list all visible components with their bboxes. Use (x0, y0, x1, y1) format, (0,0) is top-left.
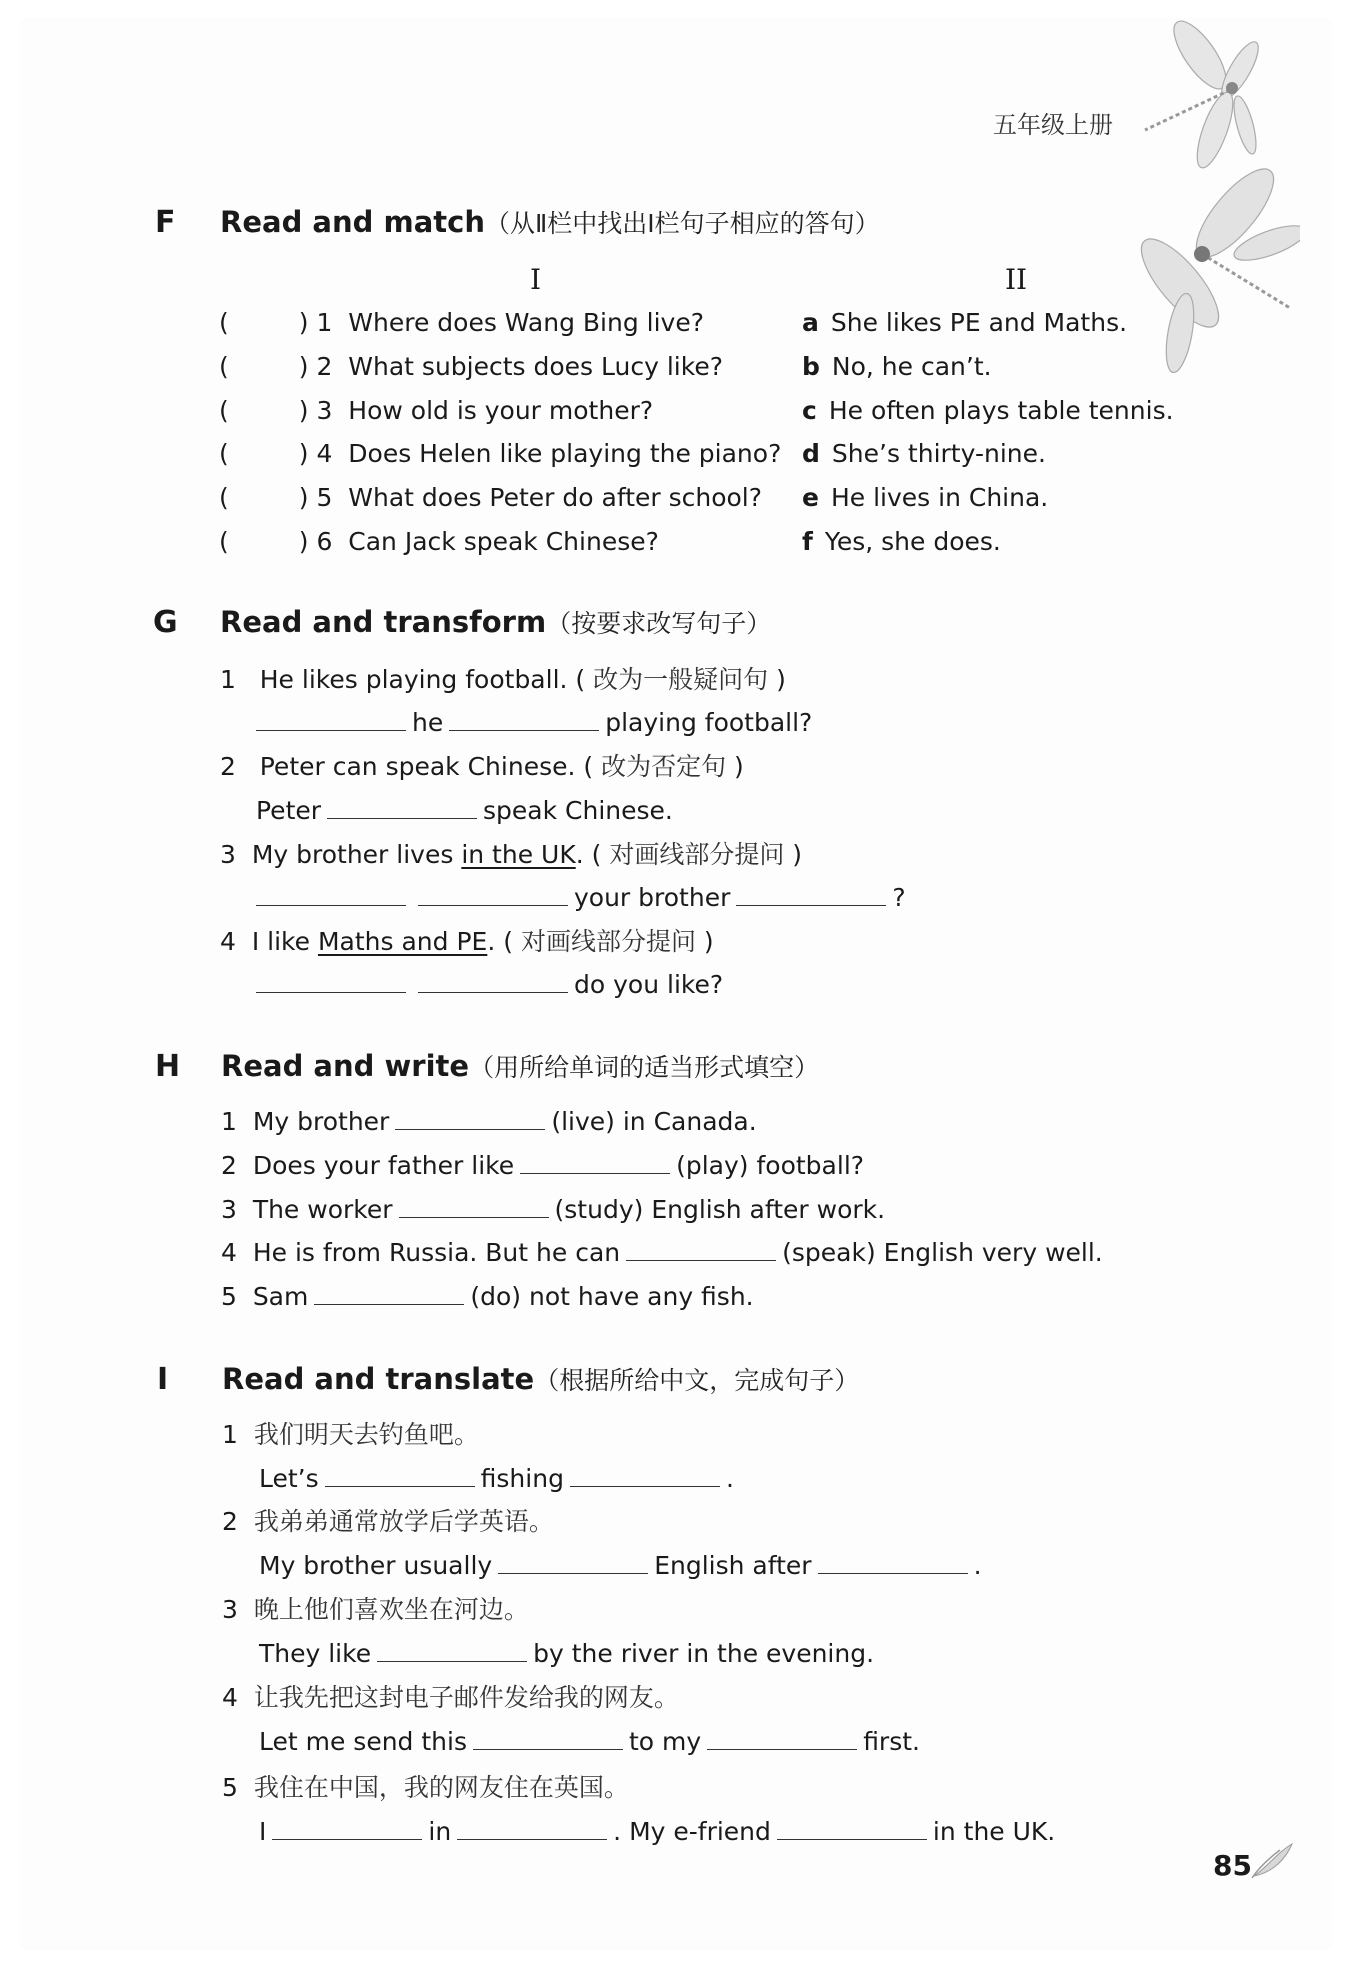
match-question-5 (219, 481, 762, 515)
item-number: 5 (221, 1282, 237, 1311)
answer-blank[interactable] (272, 1817, 422, 1840)
answer-text: fishing (480, 1464, 564, 1493)
answer-text: She likes PE and Maths. (830, 308, 1128, 337)
section-i-subtitle: （根据所给中文，完成句子） (534, 1366, 860, 1395)
answer-text: . (973, 1551, 982, 1580)
i-item-1-en (259, 1462, 734, 1496)
match-answer-e (802, 481, 1048, 515)
i-item-4-zh (222, 1681, 679, 1715)
answer-text: . My e-friend (613, 1817, 771, 1846)
column-ii-header: II (1005, 263, 1028, 296)
section-i-title-text: Read and translate (222, 1362, 535, 1396)
h-item-4 (221, 1236, 1103, 1270)
chinese-sentence: 我弟弟通常放学后学英语。 (253, 1507, 554, 1536)
i-item-4-en (259, 1725, 920, 1759)
answer-paren-blank[interactable]: ( (219, 483, 229, 512)
answer-text: He often plays table tennis. (828, 396, 1174, 425)
answer-blank[interactable] (256, 708, 406, 731)
underlined-text: Maths and PE (317, 927, 488, 956)
answer-text: Yes, she does. (824, 527, 1001, 556)
i-item-2-zh (222, 1505, 554, 1539)
answer-text: Peter (256, 796, 322, 825)
answer-blank[interactable] (777, 1817, 927, 1840)
item-number: ) 1 (298, 308, 333, 337)
answer-key: b (802, 352, 820, 381)
i-item-1-zh (222, 1418, 479, 1452)
paren-close: ) (703, 927, 714, 956)
question-text: Peter can speak Chinese. ( (259, 752, 594, 781)
sentence-start: He is from Russia. But he can (252, 1238, 621, 1267)
g-item-3-question (220, 838, 802, 872)
section-f-subtitle: （从Ⅱ栏中找出Ⅰ栏句子相应的答句） (484, 209, 880, 238)
item-number: 4 (221, 1238, 237, 1267)
paren-close: ) (734, 752, 744, 781)
answer-blank[interactable] (325, 1464, 475, 1487)
g-item-1-question (220, 663, 786, 697)
answer-text: They like (259, 1639, 372, 1668)
item-number: 4 (220, 927, 236, 956)
item-number: ) 3 (298, 396, 333, 425)
answer-blank[interactable] (449, 708, 599, 731)
g-item-4-answer (250, 968, 723, 1002)
answer-blank[interactable] (498, 1551, 648, 1574)
chinese-sentence: 我住在中国，我的网友住在英国。 (253, 1773, 629, 1802)
sentence-start: Sam (252, 1282, 309, 1311)
sentence-end: (live) in Canada. (551, 1107, 757, 1136)
item-number: 2 (222, 1507, 238, 1536)
sentence-start: Does your father like (252, 1151, 515, 1180)
section-g-title (220, 604, 771, 640)
answer-text: He lives in China. (830, 483, 1049, 512)
answer-blank[interactable] (818, 1551, 968, 1574)
answer-paren-blank[interactable]: ( (219, 439, 229, 468)
h-item-1 (221, 1105, 757, 1139)
answer-blank[interactable] (570, 1464, 720, 1487)
match-answer-f (802, 525, 1001, 559)
item-number: 1 (221, 1107, 237, 1136)
item-number: 5 (222, 1773, 238, 1802)
i-item-3-en (259, 1637, 874, 1671)
answer-text: your brother (574, 883, 731, 912)
section-f-title (220, 204, 880, 240)
i-item-5-en (259, 1815, 1055, 1849)
match-answer-d (802, 437, 1046, 471)
item-number: ) 4 (298, 439, 333, 468)
match-question-1 (219, 306, 704, 340)
h-item-5 (221, 1280, 754, 1314)
section-g-title-text: Read and transform (220, 605, 547, 639)
section-h-subtitle: （用所给单词的适当形式填空） (469, 1053, 820, 1082)
answer-text: I (259, 1817, 267, 1846)
answer-blank[interactable] (736, 883, 886, 906)
grade-label: 五年级上册 (993, 111, 1113, 139)
underlined-text: in the UK (461, 840, 576, 869)
instruction-zh: 改为否定句 (601, 752, 727, 781)
h-item-2 (221, 1149, 864, 1183)
item-number: ) 5 (298, 483, 333, 512)
h-item-3 (221, 1193, 885, 1227)
dragonfly-top-icon (1120, 20, 1270, 170)
instruction-zh: 对画线部分提问 (609, 840, 785, 869)
answer-text: She’s thirty-nine. (831, 439, 1046, 468)
item-number: 1 (222, 1420, 238, 1449)
answer-text: he (412, 708, 444, 737)
answer-text: to my (628, 1727, 702, 1756)
instruction-zh: 对画线部分提问 (520, 927, 696, 956)
chinese-sentence: 让我先把这封电子邮件发给我的网友。 (253, 1683, 679, 1712)
sentence-end: (study) English after work. (554, 1195, 886, 1224)
sentence-start: The worker (252, 1195, 393, 1224)
answer-key: c (802, 396, 817, 425)
dragonfly-middle-icon (1140, 158, 1300, 378)
answer-blank[interactable] (707, 1727, 857, 1750)
answer-key: a (802, 308, 819, 337)
answer-blank[interactable] (626, 1238, 776, 1261)
answer-text: No, he can’t. (831, 352, 992, 381)
section-f-title-text: Read and match (220, 205, 485, 239)
question-text: I like (251, 927, 318, 956)
question-text: My brother lives (251, 840, 462, 869)
g-item-2-question (220, 750, 744, 784)
item-number: 3 (222, 1595, 238, 1624)
paren-close: ) (776, 665, 786, 694)
answer-blank[interactable] (399, 1195, 549, 1218)
item-number: 2 (221, 1151, 237, 1180)
item-number: 2 (220, 752, 236, 781)
answer-paren-blank[interactable]: ( (219, 352, 229, 381)
match-answer-a (802, 306, 1127, 340)
answer-paren-blank[interactable]: ( (219, 396, 229, 425)
paren-close: ) (792, 840, 803, 869)
paren-open: . ( (487, 927, 513, 956)
answer-key: f (802, 527, 813, 556)
question-text: What does Peter do after school? (348, 483, 763, 512)
answer-paren-blank[interactable]: ( (219, 308, 229, 337)
section-g-subtitle: （按要求改写句子） (546, 609, 772, 638)
section-i-letter: I (157, 1362, 169, 1397)
question-text: Can Jack speak Chinese? (348, 527, 659, 556)
i-item-5-zh (222, 1771, 629, 1805)
answer-blank[interactable] (395, 1107, 545, 1130)
question-text: What subjects does Lucy like? (348, 352, 723, 381)
match-answer-c (802, 394, 1174, 428)
answer-text: do you like? (574, 970, 724, 999)
item-number: ) 2 (298, 352, 333, 381)
answer-blank[interactable] (327, 796, 477, 819)
answer-text: playing football? (605, 708, 813, 737)
sentence-end: (play) football? (676, 1151, 865, 1180)
question-text: Does Helen like playing the piano? (348, 439, 782, 468)
column-i-header: I (530, 263, 542, 296)
section-h-letter: H (155, 1049, 181, 1084)
answer-blank[interactable] (457, 1817, 607, 1840)
answer-text: Let me send this (259, 1727, 467, 1756)
answer-blank[interactable] (473, 1727, 623, 1750)
match-question-6 (219, 525, 659, 559)
item-number: 4 (222, 1683, 238, 1712)
answer-text: My brother usually (259, 1551, 493, 1580)
answer-text: in the UK. (932, 1817, 1056, 1846)
instruction-zh: 改为一般疑问句 (593, 665, 769, 694)
answer-blank[interactable] (314, 1282, 464, 1305)
i-item-3-zh (222, 1593, 529, 1627)
g-item-2-answer (256, 794, 673, 828)
page-number: 85 (1213, 1849, 1252, 1882)
section-h-title-text: Read and write (221, 1049, 470, 1083)
answer-blank[interactable] (256, 883, 406, 906)
match-question-4 (219, 437, 781, 471)
leaf-icon (1250, 1840, 1296, 1880)
answer-text: Let’s (259, 1464, 319, 1493)
item-number: ) 6 (298, 527, 333, 556)
question-text: He likes playing football. ( (259, 665, 586, 694)
chinese-sentence: 晚上他们喜欢坐在河边。 (253, 1595, 529, 1624)
paren-open: . ( (575, 840, 602, 869)
section-h-title (221, 1048, 819, 1084)
answer-key: d (802, 439, 820, 468)
answer-text: in (428, 1817, 452, 1846)
answer-paren-blank[interactable]: ( (219, 527, 229, 556)
answer-text: . (725, 1464, 734, 1493)
sentence-start: My brother (252, 1107, 390, 1136)
section-g-letter: G (153, 605, 178, 640)
answer-text: speak Chinese. (483, 796, 673, 825)
chinese-sentence: 我们明天去钓鱼吧。 (253, 1420, 479, 1449)
answer-blank[interactable] (418, 970, 568, 993)
match-question-3 (219, 394, 653, 428)
match-answer-b (802, 350, 992, 384)
item-number: 3 (221, 1195, 237, 1224)
answer-text: ? (892, 883, 906, 912)
match-question-2 (219, 350, 723, 384)
sentence-end: (do) not have any fish. (470, 1282, 754, 1311)
answer-text: English after (654, 1551, 812, 1580)
answer-text: first. (863, 1727, 920, 1756)
answer-blank[interactable] (418, 883, 568, 906)
sentence-end: (speak) English very well. (782, 1238, 1103, 1267)
item-number: 1 (220, 665, 236, 694)
section-i-title (222, 1361, 859, 1397)
answer-key: e (802, 483, 819, 512)
g-item-3-answer (250, 881, 906, 915)
item-number: 3 (220, 840, 236, 869)
section-f-letter: F (155, 205, 176, 240)
answer-text: by the river in the evening. (533, 1639, 875, 1668)
g-item-1-answer (250, 706, 812, 740)
question-text: How old is your mother? (348, 396, 654, 425)
answer-blank[interactable] (377, 1639, 527, 1662)
i-item-2-en (259, 1549, 982, 1583)
answer-blank[interactable] (256, 970, 406, 993)
question-text: Where does Wang Bing live? (348, 308, 704, 337)
answer-blank[interactable] (520, 1151, 670, 1174)
g-item-4-question (220, 925, 714, 959)
